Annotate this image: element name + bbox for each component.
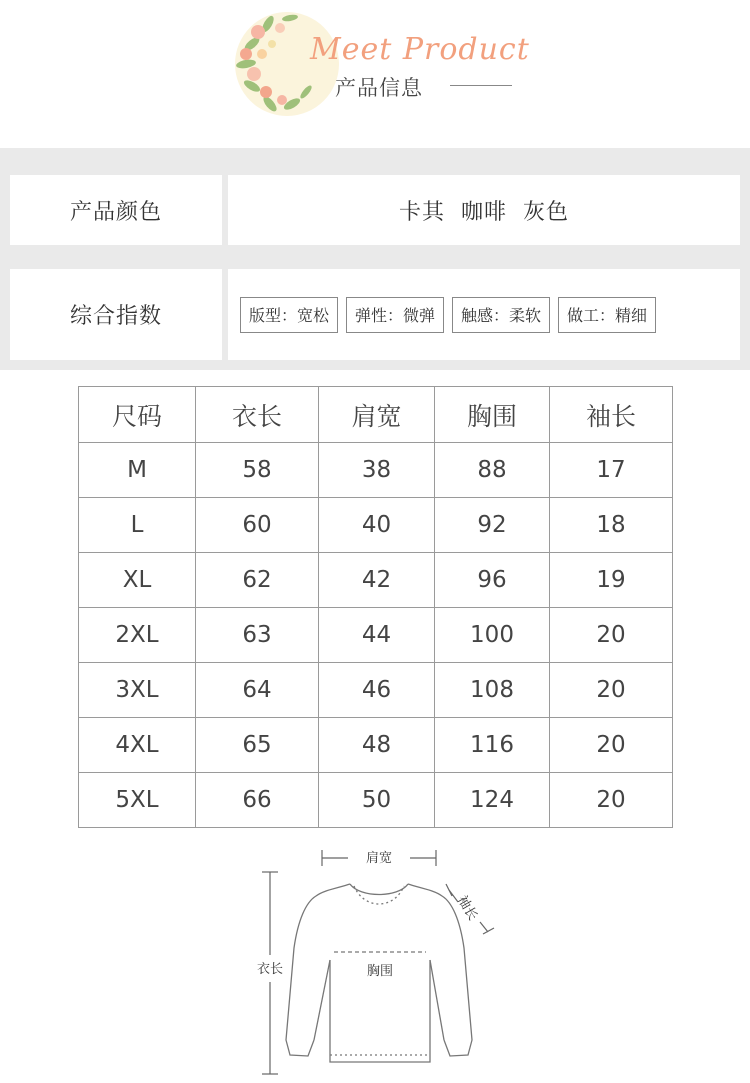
cell-sleeve: 19 [550,553,673,608]
cell-shoulder: 48 [319,718,435,773]
tag-fit: 版型：宽松 [240,297,338,333]
tag-elasticity: 弹性：微弹 [346,297,444,333]
cell-size: 3XL [79,663,196,718]
size-table [78,386,673,828]
index-tags [228,269,740,360]
chest-label: 胸围 [366,964,394,979]
cell-chest: 108 [435,663,550,718]
cell-sleeve: 20 [550,773,673,828]
table-row [79,773,673,828]
cell-shoulder: 46 [319,663,435,718]
table-row [79,608,673,663]
cell-size: 4XL [79,718,196,773]
header [0,0,750,148]
header-shoulder: 肩宽 [319,387,435,443]
table-row [79,443,673,498]
title-cn: 产品信息 [335,76,423,100]
header-sleeve: 袖长 [550,387,673,443]
cell-chest: 124 [435,773,550,828]
title-divider [450,85,512,86]
header-length: 衣长 [196,387,319,443]
table-row [79,663,673,718]
cell-shoulder: 40 [319,498,435,553]
cell-shoulder: 50 [319,773,435,828]
header-size: 尺码 [79,387,196,443]
cell-size: L [79,498,196,553]
cell-shoulder: 42 [319,553,435,608]
color-label: 产品颜色 [10,175,222,245]
cell-length: 66 [196,773,319,828]
cell-sleeve: 18 [550,498,673,553]
cell-chest: 116 [435,718,550,773]
cell-chest: 100 [435,608,550,663]
cell-shoulder: 44 [319,608,435,663]
cell-size: M [79,443,196,498]
cell-size: XL [79,553,196,608]
cell-size: 5XL [79,773,196,828]
cell-length: 63 [196,608,319,663]
cell-chest: 96 [435,553,550,608]
color-value: 卡其 咖啡 灰色 [228,175,740,245]
table-row [79,498,673,553]
tag-touch: 触感：柔软 [452,297,550,333]
cell-size: 2XL [79,608,196,663]
cell-length: 64 [196,663,319,718]
length-label: 衣长 [256,962,284,977]
cell-sleeve: 17 [550,443,673,498]
sleeve-label: 袖长 [454,893,481,924]
table-row [79,553,673,608]
cell-sleeve: 20 [550,608,673,663]
cell-sleeve: 20 [550,663,673,718]
cell-chest: 92 [435,498,550,553]
cell-length: 62 [196,553,319,608]
cell-chest: 88 [435,443,550,498]
cell-length: 65 [196,718,319,773]
product-info-panel [0,148,750,370]
title-en: Meet Product [310,32,530,67]
shoulder-label: 肩宽 [365,851,393,866]
table-row [79,718,673,773]
cell-shoulder: 38 [319,443,435,498]
measurement-diagram [250,840,510,1080]
header-chest: 胸围 [435,387,550,443]
cell-length: 58 [196,443,319,498]
index-label: 综合指数 [10,269,222,360]
cell-length: 60 [196,498,319,553]
cell-sleeve: 20 [550,718,673,773]
tag-workmanship: 做工：精细 [558,297,656,333]
table-header-row [79,387,673,443]
